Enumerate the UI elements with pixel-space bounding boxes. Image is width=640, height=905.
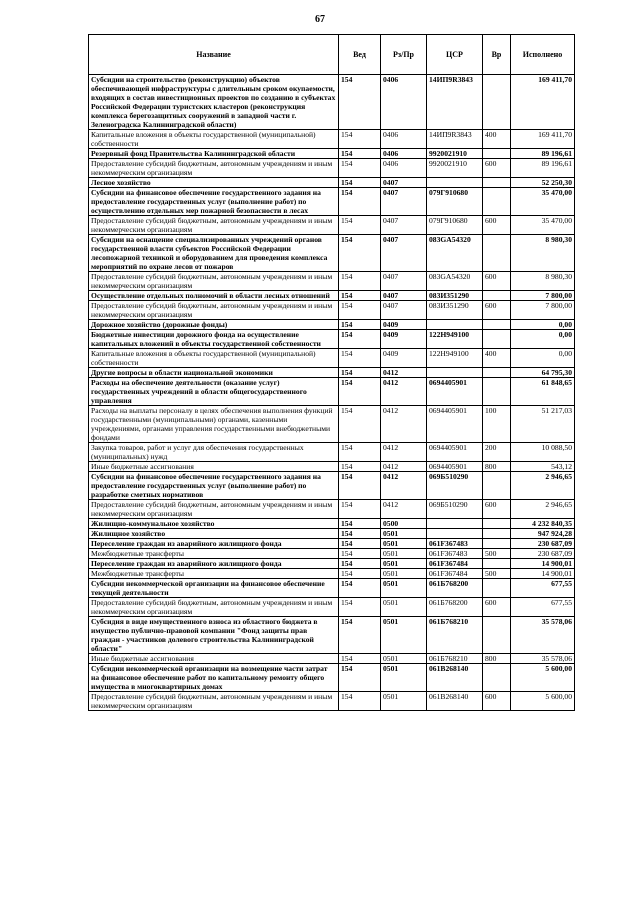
row-rzpr: 0412 [381, 500, 427, 519]
row-sum: 35 578,06 [511, 617, 575, 654]
row-ved: 154 [339, 272, 381, 291]
row-ved: 154 [339, 617, 381, 654]
row-rzpr: 0407 [381, 216, 427, 235]
row-ved: 154 [339, 539, 381, 549]
row-sum: 230 687,09 [511, 549, 575, 559]
row-vr: 400 [483, 130, 511, 149]
row-vr [483, 75, 511, 130]
row-sum: 8 980,30 [511, 272, 575, 291]
table-row [89, 559, 575, 569]
row-vr: 400 [483, 349, 511, 368]
table-row [89, 549, 575, 559]
row-csr [427, 320, 483, 330]
row-csr [427, 368, 483, 378]
row-name: Иные бюджетные ассигнования [89, 462, 339, 472]
row-name: Субсидии на финансовое обеспечение государственного задания на предоставление государственных услуг (выполнение работ) по разработке сметных нормативов [89, 472, 339, 500]
row-vr [483, 519, 511, 529]
row-csr: 079Г910680 [427, 188, 483, 216]
row-name: Другие вопросы в области национальной экономики [89, 368, 339, 378]
table-row [89, 472, 575, 500]
row-csr: 061В268140 [427, 664, 483, 692]
row-name: Расходы на выплаты персоналу в целях обеспечения выполнения функций государственными (муниципальными) органами, казенными учреждениями, органами управления государственными внебюджетными фондами [89, 406, 339, 443]
row-sum: 4 232 840,35 [511, 519, 575, 529]
row-name: Жилищно-коммунальное хозяйство [89, 519, 339, 529]
row-vr: 800 [483, 462, 511, 472]
row-name: Закупка товаров, работ и услуг для обеспечения государственных (муниципальных) нужд [89, 443, 339, 462]
row-vr: 600 [483, 500, 511, 519]
row-csr [427, 178, 483, 188]
row-ved: 154 [339, 235, 381, 272]
row-vr: 600 [483, 159, 511, 178]
row-name: Субсидии на строительство (реконструкцию) объектов обеспечивающей инфраструктуры с длительным сроком окупаемости, входящих в состав инвестиционных проектов по созданию в субъектах Российской Федерации туристских кластеров (реконструкция комплекса берегозащитных сооружений в западной части г. Зеленоградска Калининградской области) [89, 75, 339, 130]
row-name: Предоставление субсидий бюджетным, автономным учреждениям и иным некоммерческим организациям [89, 216, 339, 235]
row-rzpr: 0501 [381, 692, 427, 711]
row-csr: 079Г910680 [427, 216, 483, 235]
row-name: Предоставление субсидий бюджетным, автономным учреждениям и иным некоммерческим организациям [89, 159, 339, 178]
row-sum: 7 800,00 [511, 301, 575, 320]
row-csr: 0694405901 [427, 462, 483, 472]
row-ved: 154 [339, 178, 381, 188]
row-rzpr: 0412 [381, 368, 427, 378]
row-csr: 14ИП9R3843 [427, 130, 483, 149]
row-csr: 0694405901 [427, 406, 483, 443]
row-rzpr: 0412 [381, 472, 427, 500]
row-sum: 51 217,03 [511, 406, 575, 443]
row-ved: 154 [339, 149, 381, 159]
row-name: Предоставление субсидий бюджетным, автономным учреждениям и иным некоммерческим организациям [89, 692, 339, 711]
row-vr: 600 [483, 216, 511, 235]
row-name: Межбюджетные трансферты [89, 569, 339, 579]
row-name: Резервный фонд Правительства Калининградской области [89, 149, 339, 159]
table-row [89, 443, 575, 462]
row-csr: 061Б768210 [427, 654, 483, 664]
row-sum: 2 946,65 [511, 472, 575, 500]
table-row [89, 188, 575, 216]
row-vr [483, 539, 511, 549]
row-name: Иные бюджетные ассигнования [89, 654, 339, 664]
row-rzpr: 0501 [381, 529, 427, 539]
table-row [89, 500, 575, 519]
page-number: 67 [315, 14, 325, 25]
row-ved: 154 [339, 216, 381, 235]
row-ved: 154 [339, 500, 381, 519]
row-ved: 154 [339, 529, 381, 539]
row-ved: 154 [339, 349, 381, 368]
row-rzpr: 0501 [381, 664, 427, 692]
row-ved: 154 [339, 598, 381, 617]
row-rzpr: 0407 [381, 301, 427, 320]
row-sum: 14 900,01 [511, 559, 575, 569]
row-csr [427, 529, 483, 539]
table-row [89, 272, 575, 291]
row-ved: 154 [339, 579, 381, 598]
row-rzpr: 0501 [381, 654, 427, 664]
row-sum: 5 600,00 [511, 692, 575, 711]
row-csr: 069Б510290 [427, 472, 483, 500]
row-sum: 230 687,09 [511, 539, 575, 549]
row-rzpr: 0407 [381, 235, 427, 272]
row-sum: 35 470,00 [511, 188, 575, 216]
row-csr: 122Н949100 [427, 330, 483, 349]
row-name: Дорожное хозяйство (дорожные фонды) [89, 320, 339, 330]
row-vr: 600 [483, 301, 511, 320]
row-csr: 083И351290 [427, 291, 483, 301]
row-rzpr: 0406 [381, 75, 427, 130]
row-rzpr: 0412 [381, 406, 427, 443]
row-ved: 154 [339, 159, 381, 178]
table-row [89, 320, 575, 330]
row-rzpr: 0500 [381, 519, 427, 529]
row-csr: 14ИП9R3843 [427, 75, 483, 130]
table-row [89, 159, 575, 178]
row-rzpr: 0501 [381, 539, 427, 549]
row-rzpr: 0407 [381, 178, 427, 188]
header-vr: Вр [483, 35, 511, 75]
table-row [89, 349, 575, 368]
row-csr: 061F367483 [427, 539, 483, 549]
table-row [89, 368, 575, 378]
table-row [89, 692, 575, 711]
table-row [89, 654, 575, 664]
table-row [89, 75, 575, 130]
row-vr: 600 [483, 598, 511, 617]
table-row [89, 291, 575, 301]
row-rzpr: 0406 [381, 149, 427, 159]
row-sum: 89 196,61 [511, 149, 575, 159]
row-sum: 52 250,30 [511, 178, 575, 188]
row-rzpr: 0409 [381, 349, 427, 368]
row-name: Жилищное хозяйство [89, 529, 339, 539]
row-vr [483, 559, 511, 569]
row-name: Переселение граждан из аварийного жилищного фонда [89, 559, 339, 569]
table-row [89, 539, 575, 549]
row-ved: 154 [339, 291, 381, 301]
row-rzpr: 0501 [381, 559, 427, 569]
row-rzpr: 0501 [381, 579, 427, 598]
row-csr: 122Н949100 [427, 349, 483, 368]
table-row [89, 462, 575, 472]
row-rzpr: 0407 [381, 272, 427, 291]
row-vr [483, 664, 511, 692]
row-vr [483, 579, 511, 598]
row-vr [483, 188, 511, 216]
row-vr [483, 617, 511, 654]
table-row [89, 301, 575, 320]
row-name: Субсидия в виде имущественного взноса из областного бюджета в имущество публично-правовой компании "Фонд защиты прав граждан - участников долевого строительства Калининградской области" [89, 617, 339, 654]
row-vr: 600 [483, 692, 511, 711]
row-name: Предоставление субсидий бюджетным, автономным учреждениям и иным некоммерческим организациям [89, 272, 339, 291]
row-csr: 083И351290 [427, 301, 483, 320]
row-sum: 35 470,00 [511, 216, 575, 235]
row-sum: 10 088,50 [511, 443, 575, 462]
row-ved: 154 [339, 559, 381, 569]
row-ved: 154 [339, 519, 381, 529]
row-ved: 154 [339, 301, 381, 320]
row-rzpr: 0409 [381, 330, 427, 349]
table-row [89, 406, 575, 443]
table-body [89, 75, 575, 711]
row-name: Капитальные вложения в объекты государственной (муниципальной) собственности [89, 130, 339, 149]
row-name: Осуществление отдельных полномочий в области лесных отношений [89, 291, 339, 301]
row-rzpr: 0412 [381, 443, 427, 462]
row-sum: 89 196,61 [511, 159, 575, 178]
row-vr: 200 [483, 443, 511, 462]
row-ved: 154 [339, 320, 381, 330]
row-vr [483, 378, 511, 406]
row-rzpr: 0501 [381, 549, 427, 559]
row-ved: 154 [339, 664, 381, 692]
table-row [89, 569, 575, 579]
row-name: Предоставление субсидий бюджетным, автономным учреждениям и иным некоммерческим организациям [89, 598, 339, 617]
row-name: Лесное хозяйство [89, 178, 339, 188]
table-row [89, 664, 575, 692]
header-csr: ЦСР [427, 35, 483, 75]
table-row [89, 235, 575, 272]
row-rzpr: 0407 [381, 291, 427, 301]
row-vr [483, 178, 511, 188]
row-csr: 083GA54320 [427, 272, 483, 291]
row-sum: 677,55 [511, 579, 575, 598]
header-name: Название [89, 35, 339, 75]
row-name: Бюджетные инвестиции дорожного фонда на осуществление капитальных вложений в объекты государственной собственности [89, 330, 339, 349]
row-name: Переселение граждан из аварийного жилищного фонда [89, 539, 339, 549]
row-ved: 154 [339, 75, 381, 130]
row-ved: 154 [339, 443, 381, 462]
row-rzpr: 0501 [381, 569, 427, 579]
table-row [89, 579, 575, 598]
row-sum: 8 980,30 [511, 235, 575, 272]
table-row [89, 178, 575, 188]
row-rzpr: 0409 [381, 320, 427, 330]
row-sum: 0,00 [511, 349, 575, 368]
row-csr [427, 519, 483, 529]
row-rzpr: 0412 [381, 462, 427, 472]
row-name: Предоставление субсидий бюджетным, автономным учреждениям и иным некоммерческим организациям [89, 500, 339, 519]
row-sum: 5 600,00 [511, 664, 575, 692]
row-ved: 154 [339, 569, 381, 579]
row-vr [483, 320, 511, 330]
row-csr: 9920021910 [427, 159, 483, 178]
table-row [89, 519, 575, 529]
row-vr [483, 368, 511, 378]
row-csr: 061Б768200 [427, 579, 483, 598]
row-rzpr: 0406 [381, 159, 427, 178]
row-rzpr: 0501 [381, 598, 427, 617]
row-name: Субсидии некоммерческой организации на финансовое обеспечение текущей деятельности [89, 579, 339, 598]
row-name: Предоставление субсидий бюджетным, автономным учреждениям и иным некоммерческим организациям [89, 301, 339, 320]
table-row [89, 216, 575, 235]
row-csr: 0694405901 [427, 378, 483, 406]
row-ved: 154 [339, 462, 381, 472]
row-rzpr: 0412 [381, 378, 427, 406]
row-csr: 069Б510290 [427, 500, 483, 519]
row-sum: 543,12 [511, 462, 575, 472]
row-ved: 154 [339, 406, 381, 443]
row-csr: 9920021910 [427, 149, 483, 159]
row-sum: 7 800,00 [511, 291, 575, 301]
row-name: Субсидии на оснащение специализированных учреждений органов государственной власти субъектов Российской Федерации лесопожарной техникой и оборудованием для проведения комплекса мероприятий по охране лесов от пожаров [89, 235, 339, 272]
row-rzpr: 0406 [381, 130, 427, 149]
row-vr [483, 235, 511, 272]
table-header-row [89, 35, 575, 75]
row-sum: 35 578,06 [511, 654, 575, 664]
row-ved: 154 [339, 654, 381, 664]
row-sum: 61 848,65 [511, 378, 575, 406]
row-vr: 500 [483, 569, 511, 579]
row-csr: 061Б768210 [427, 617, 483, 654]
row-csr: 061F367484 [427, 569, 483, 579]
row-name: Субсидии некоммерческой организации на возмещение части затрат на финансовое обеспечение работ по капитальному ремонту общего имущества в многоквартирных домах [89, 664, 339, 692]
row-vr [483, 330, 511, 349]
row-csr: 061F367484 [427, 559, 483, 569]
header-sum: Исполнено [511, 35, 575, 75]
header-ved: Вед [339, 35, 381, 75]
row-csr: 061F367483 [427, 549, 483, 559]
row-rzpr: 0407 [381, 188, 427, 216]
row-sum: 2 946,65 [511, 500, 575, 519]
row-ved: 154 [339, 188, 381, 216]
row-ved: 154 [339, 330, 381, 349]
row-name: Субсидии на финансовое обеспечение государственного задания на предоставление государственных услуг (выполнение работ) по осуществлению отдельных мер пожарной безопасности в лесах [89, 188, 339, 216]
row-sum: 0,00 [511, 330, 575, 349]
row-ved: 154 [339, 130, 381, 149]
row-rzpr: 0501 [381, 617, 427, 654]
table-row [89, 130, 575, 149]
row-vr [483, 291, 511, 301]
row-vr [483, 529, 511, 539]
table-row [89, 330, 575, 349]
table-row [89, 598, 575, 617]
row-ved: 154 [339, 472, 381, 500]
row-csr: 0694405901 [427, 443, 483, 462]
row-ved: 154 [339, 692, 381, 711]
row-vr [483, 472, 511, 500]
row-vr [483, 149, 511, 159]
table-row [89, 529, 575, 539]
row-name: Капитальные вложения в объекты государственной (муниципальной) собственности [89, 349, 339, 368]
row-vr: 600 [483, 272, 511, 291]
row-ved: 154 [339, 368, 381, 378]
row-sum: 14 900,01 [511, 569, 575, 579]
row-sum: 677,55 [511, 598, 575, 617]
table-row [89, 617, 575, 654]
row-csr: 061В268140 [427, 692, 483, 711]
row-csr: 061Б768200 [427, 598, 483, 617]
row-vr: 500 [483, 549, 511, 559]
row-ved: 154 [339, 378, 381, 406]
row-vr: 800 [483, 654, 511, 664]
row-sum: 169 411,70 [511, 130, 575, 149]
table-row [89, 149, 575, 159]
row-name: Межбюджетные трансферты [89, 549, 339, 559]
row-sum: 169 411,70 [511, 75, 575, 130]
row-sum: 0,00 [511, 320, 575, 330]
row-vr: 100 [483, 406, 511, 443]
table-row [89, 378, 575, 406]
row-csr: 083GA54320 [427, 235, 483, 272]
budget-table [88, 34, 575, 711]
row-sum: 947 924,28 [511, 529, 575, 539]
row-sum: 64 795,30 [511, 368, 575, 378]
row-name: Расходы на обеспечение деятельности (оказание услуг) государственных учреждений в области общегосударственного управления [89, 378, 339, 406]
header-rzpr: Рз/Пр [381, 35, 427, 75]
row-ved: 154 [339, 549, 381, 559]
